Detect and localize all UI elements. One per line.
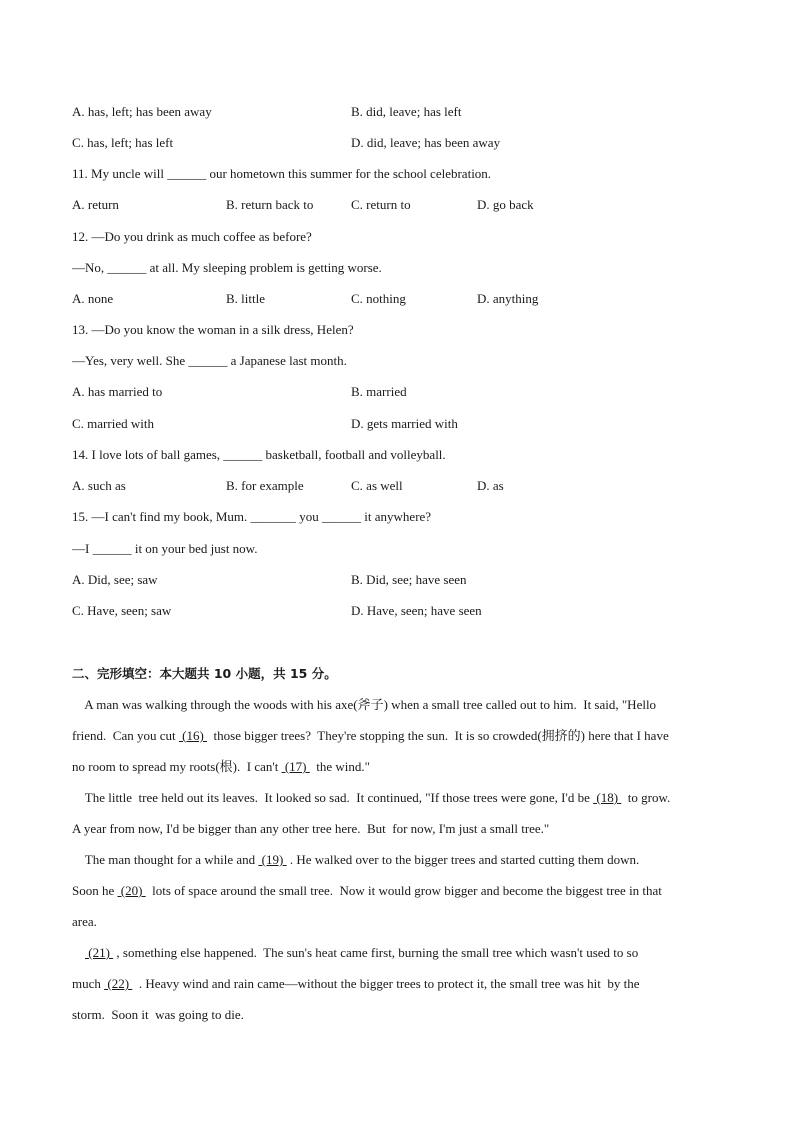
passage-line: The man thought for a while and (19) . He walked over to the bigger trees and started cutting them down. <box>72 852 640 867</box>
q12-option-d: D. anything <box>477 291 539 306</box>
q10-option-c: C. has, left; has left <box>72 135 174 150</box>
q15-option-d: D. Have, seen; have seen <box>351 603 482 618</box>
passage-line: A man was walking through the woods with his axe(斧子) when a small tree called out to him. It said, "Hello <box>72 697 657 712</box>
q11-stem: 11. My uncle will ______ our hometown this summer for the school celebration. <box>72 166 492 181</box>
q15-option-c: C. Have, seen; saw <box>72 603 172 618</box>
blank-21[interactable]: (21) <box>85 945 114 960</box>
blank-16[interactable]: (16) <box>178 728 208 743</box>
q12-option-a: A. none <box>72 291 114 306</box>
q13-option-b: B. married <box>351 384 407 399</box>
passage-line: storm. Soon it was going to die. <box>72 1007 244 1022</box>
q10-option-a: A. has, left; has been away <box>72 104 212 119</box>
q14-stem: 14. I love lots of ball games, ______ basketball, football and volleyball. <box>72 447 446 462</box>
q14-option-a: A. such as <box>72 478 126 493</box>
q13-option-a: A. has married to <box>72 384 163 399</box>
cloze-passage <box>72 689 722 1030</box>
blank-22[interactable]: (22) <box>104 976 133 991</box>
q13-stem: 13. —Do you know the woman in a silk dress, Helen? <box>72 322 354 337</box>
q11-option-d: D. go back <box>477 197 534 212</box>
q12-option-c: C. nothing <box>351 291 406 306</box>
passage-line: Soon he (20) lots of space around the small tree. Now it would grow bigger and become the biggest tree in that <box>72 883 662 898</box>
q13-reply: —Yes, very well. She ______ a Japanese last month. <box>72 353 347 368</box>
section-title-cloze: 二、完形填空：本大题共 10 小题，共 15 分。 <box>72 666 337 681</box>
blank-18[interactable]: (18) <box>593 790 622 805</box>
blank-19[interactable]: (19) <box>258 852 287 867</box>
q12-option-b: B. little <box>226 291 265 306</box>
passage-line: much (22) . Heavy wind and rain came—without the bigger trees to protect it, the small tree was hit by the <box>72 976 640 991</box>
passage-line: (21) , something else happened. The sun's heat came first, burning the small tree which wasn't used to so <box>85 945 639 960</box>
q11-option-a: A. return <box>72 197 119 212</box>
q15-option-a: A. Did, see; saw <box>72 572 158 587</box>
q13-option-c: C. married with <box>72 416 154 431</box>
q15-option-b: B. Did, see; have seen <box>351 572 467 587</box>
q13-option-d: D. gets married with <box>351 416 458 431</box>
blank-17[interactable]: (17) <box>281 759 310 774</box>
q15-stem: 15. —I can't find my book, Mum. _______ you ______ it anywhere? <box>72 509 432 524</box>
q11-option-c: C. return to <box>351 197 411 212</box>
q12-reply: —No, ______ at all. My sleeping problem is getting worse. <box>72 260 382 275</box>
passage-line: friend. Can you cut (16) those bigger trees? They're stopping the sun. It is so crowded(拥挤的) here that I have <box>72 728 669 743</box>
passage-line: no room to spread my roots(根). I can't (17) the wind." <box>72 759 370 774</box>
q15-reply: —I ______ it on your bed just now. <box>72 541 258 556</box>
blank-20[interactable]: (20) <box>117 883 146 898</box>
q14-option-c: C. as well <box>351 478 403 493</box>
passage-line: area. <box>72 914 97 929</box>
passage-line: The little tree held out its leaves. It looked so sad. It continued, "If those trees were gone, I'd be (18) to grow. <box>72 790 671 805</box>
passage-line: A year from now, I'd be bigger than any other tree here. But for now, I'm just a small tree." <box>72 821 550 836</box>
q10-option-d: D. did, leave; has been away <box>351 135 501 150</box>
q14-option-d: D. as <box>477 478 504 493</box>
q11-option-b: B. return back to <box>226 197 314 212</box>
q14-option-b: B. for example <box>226 478 304 493</box>
q10-option-b: B. did, leave; has left <box>351 104 462 119</box>
q12-stem: 12. —Do you drink as much coffee as before? <box>72 229 312 244</box>
